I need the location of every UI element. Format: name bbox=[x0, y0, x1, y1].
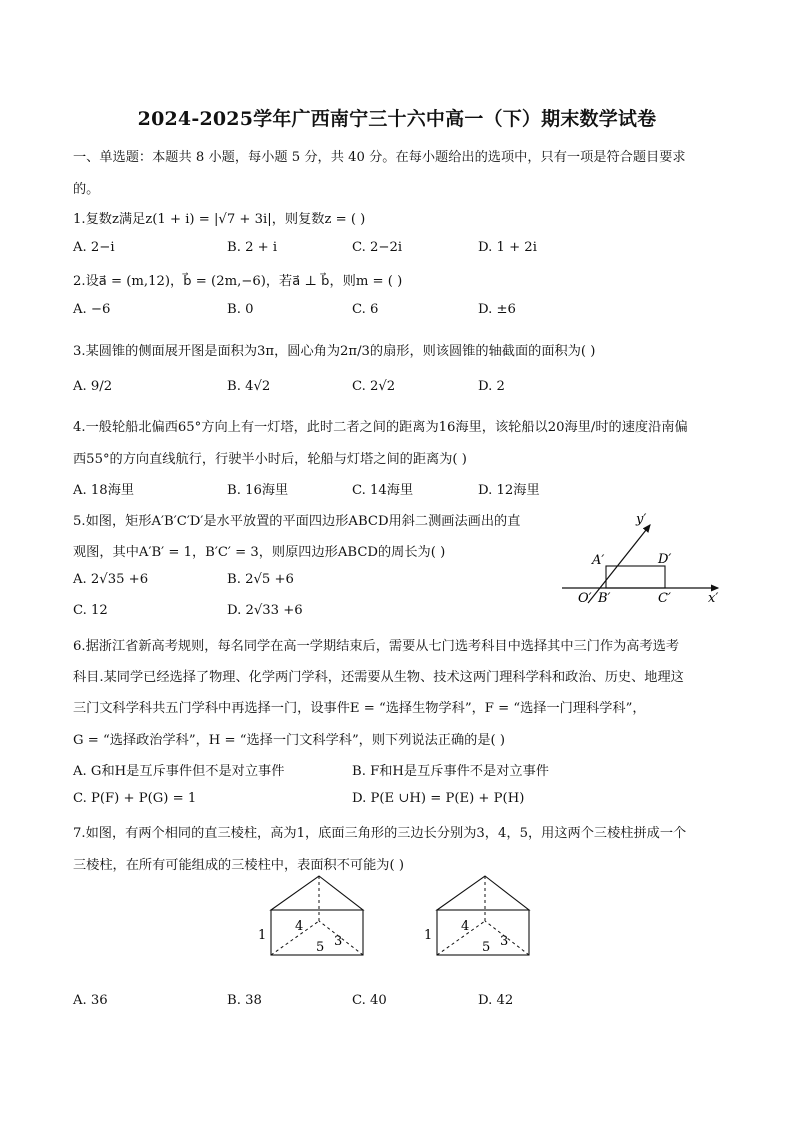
q7-option-b: B. 38 bbox=[227, 993, 262, 1008]
prism-figure-left bbox=[255, 873, 385, 958]
section-header-cont: 的。 bbox=[73, 182, 100, 197]
q6-option-d: D. P(E ∪H) = P(E) + P(H) bbox=[352, 791, 525, 806]
section-header: 一、单选题：本题共 8 小题，每小题 5 分，共 40 分。在每小题给出的选项中，只有一项是符合题目要求 bbox=[73, 150, 686, 165]
q2-option-c: C. 6 bbox=[352, 302, 379, 317]
label-side-4: 4 bbox=[295, 919, 304, 934]
label-height: 1 bbox=[424, 928, 433, 943]
label-b: B′ bbox=[598, 591, 611, 606]
q1-option-b: B. 2 + i bbox=[227, 240, 278, 255]
label-side-3: 3 bbox=[334, 934, 343, 949]
page-title: 2024-2025学年广西南宁三十六中高一（下）期末数学试卷 bbox=[137, 108, 657, 130]
question-4-stem-cont: 西55°的方向直线航行，行驶半小时后，轮船与灯塔之间的距离为( ) bbox=[73, 452, 467, 467]
label-y: y′ bbox=[636, 512, 647, 527]
q5-option-b: B. 2√5 +6 bbox=[227, 572, 294, 587]
q3-option-d: D. 2 bbox=[478, 379, 505, 394]
question-6-stem: 6.据浙江省新高考规则，每名同学在高一学期结束后，需要从七门选考科目中选择其中三门作为高考选考 bbox=[73, 639, 680, 654]
q2-option-a: A. −6 bbox=[73, 302, 111, 317]
q1-option-d: D. 1 + 2i bbox=[478, 240, 537, 255]
q6-option-b: B. F和H是互斥事件不是对立事件 bbox=[352, 764, 549, 779]
q2-option-b: B. 0 bbox=[227, 302, 254, 317]
question-6-stem-2: 科目.某同学已经选择了物理、化学两门学科，还需要从生物、技术这两门理科学科和政治、历史、地理这 bbox=[73, 670, 684, 685]
question-1-stem: 1.复数z满足z(1 + i) = |√7 + 3i|，则复数z = ( ) bbox=[73, 212, 366, 227]
question-6-stem-3: 三门文科学科共五门学科中再选择一门，设事件E = “选择生物学科”，F = “选择一门理科学科”， bbox=[73, 701, 646, 716]
q6-option-c: C. P(F) + P(G) = 1 bbox=[73, 791, 197, 806]
label-a: A′ bbox=[592, 553, 605, 568]
q3-option-c: C. 2√2 bbox=[352, 379, 396, 394]
question-4-stem: 4.一般轮船北偏西65°方向上有一灯塔，此时二者之间的距离为16海里，该轮船以20海里/时的速度沿南偏 bbox=[73, 420, 688, 435]
question-2-stem: 2.设a⃗ = (m,12)，b⃗ = (2m,−6)，若a⃗ ⊥ b⃗，则m = ( ) bbox=[73, 274, 403, 289]
label-o: O′ bbox=[578, 591, 592, 606]
label-c: C′ bbox=[658, 591, 671, 606]
q7-option-d: D. 42 bbox=[478, 993, 514, 1008]
prism-figure-right bbox=[421, 873, 551, 958]
q4-option-c: C. 14海里 bbox=[352, 483, 414, 498]
q5-option-a: A. 2√35 +6 bbox=[73, 572, 149, 587]
q6-option-a: A. G和H是互斥事件但不是对立事件 bbox=[73, 764, 285, 779]
q2-option-d: D. ±6 bbox=[478, 302, 516, 317]
q7-option-a: A. 36 bbox=[73, 993, 108, 1008]
question-5-stem-cont: 观图，其中A′B′ = 1，B′C′ = 3，则原四边形ABCD的周长为( ) bbox=[73, 545, 446, 560]
question-3-stem: 3.某圆锥的侧面展开图是面积为3π，圆心角为2π/3的扇形，则该圆锥的轴截面的面积为( ) bbox=[73, 344, 596, 359]
question-5-stem: 5.如图，矩形A′B′C′D′是水平放置的平面四边形ABCD用斜二测画法画出的直 bbox=[73, 514, 521, 529]
question-7-stem-cont: 三棱柱，在所有可能组成的三棱柱中，表面积不可能为( ) bbox=[73, 858, 404, 873]
q5-oblique-figure bbox=[558, 505, 728, 610]
q3-option-a: A. 9/2 bbox=[73, 379, 113, 394]
q7-option-c: C. 40 bbox=[352, 993, 387, 1008]
q1-option-a: A. 2−i bbox=[73, 240, 115, 255]
q4-option-a: A. 18海里 bbox=[73, 483, 135, 498]
q1-option-c: C. 2−2i bbox=[352, 240, 403, 255]
q5-option-d: D. 2√33 +6 bbox=[227, 603, 303, 618]
question-6-stem-4: G = “选择政治学科”，H = “选择一门文科学科”，则下列说法正确的是( ) bbox=[73, 733, 506, 748]
q5-option-c: C. 12 bbox=[73, 603, 108, 618]
label-side-3: 3 bbox=[500, 934, 509, 949]
question-7-stem: 7.如图，有两个相同的直三棱柱，高为1，底面三角形的三边长分别为3，4，5，用这两个三棱柱拼成一个 bbox=[73, 826, 687, 841]
q3-option-b: B. 4√2 bbox=[227, 379, 271, 394]
q4-option-b: B. 16海里 bbox=[227, 483, 289, 498]
label-d: D′ bbox=[658, 552, 672, 567]
label-side-4: 4 bbox=[461, 919, 470, 934]
q4-option-d: D. 12海里 bbox=[478, 483, 540, 498]
label-side-5: 5 bbox=[482, 940, 491, 955]
label-side-5: 5 bbox=[316, 940, 325, 955]
label-height: 1 bbox=[258, 928, 267, 943]
label-x: x′ bbox=[708, 591, 719, 606]
